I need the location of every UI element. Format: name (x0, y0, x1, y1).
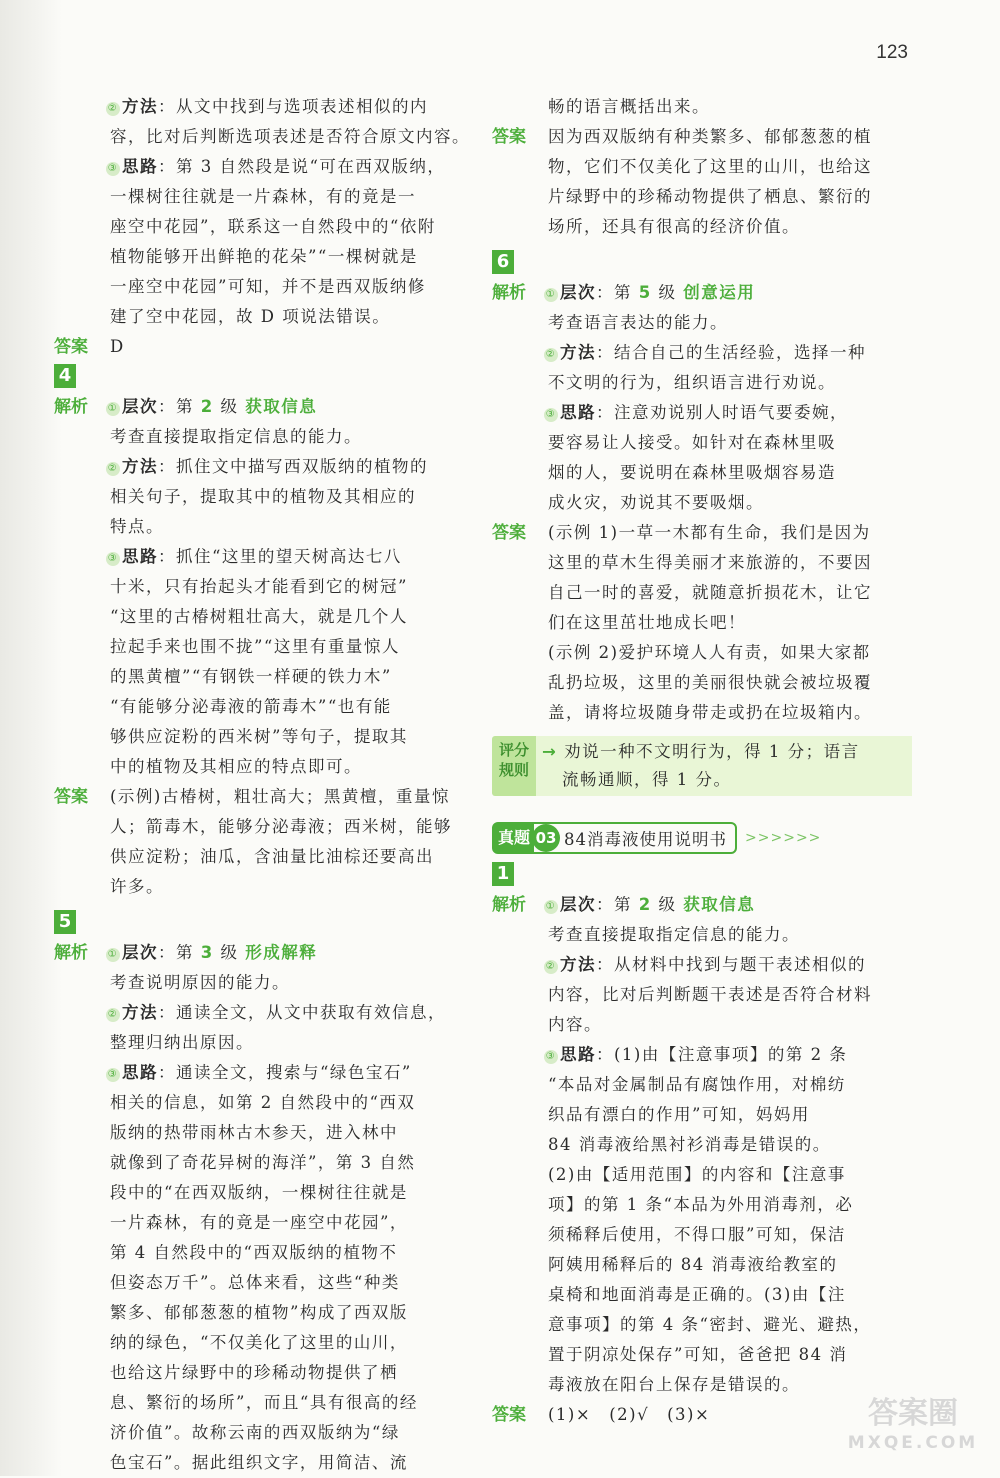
method-heading: 方法 (122, 97, 158, 116)
level-suffix: 级 (213, 943, 246, 962)
t1-analysis (492, 890, 912, 1400)
text-line: 特点。 (110, 517, 164, 536)
text-line: 自己一时的喜爱，就随意折损花木，让它 (548, 583, 872, 602)
text-line: 盖，请将垃圾随身带走或扔在垃圾箱内。 (548, 703, 872, 722)
q6-analysis (492, 278, 912, 518)
text-line: 中的植物及其相应的特点即可。 (110, 757, 362, 776)
text-line: 的黑黄檀”“有钢铁一样硬的铁力木” (110, 667, 392, 686)
arrow-right-icon: → (542, 742, 558, 761)
level-prefix: ：第 (158, 397, 201, 416)
method-heading: 方法 (122, 457, 158, 476)
text-line: 就像到了奇花异树的海洋”，第 3 自然 (110, 1153, 416, 1172)
text-line: 够供应淀粉的西米树”等句子，提取其 (110, 727, 408, 746)
watermark-logo (838, 1396, 988, 1462)
text-line: 要容易让人接受。如针对在森林里吸 (548, 433, 836, 452)
text-line: 繁多、郁郁葱葱的植物”构成了西双版 (110, 1303, 408, 1322)
analysis-label: 解析 (492, 283, 526, 303)
text-line: ：通读全文，搜索与“绿色宝石” (158, 1063, 412, 1082)
banner-title: 84消毒液使用说明书 (564, 830, 728, 849)
text-line: 第 4 自然段中的“西双版纳的植物不 (110, 1243, 398, 1262)
level-suffix: 级 (651, 283, 684, 302)
thinking-heading: 思路 (560, 1045, 596, 1064)
text-line: 须稀释后使用，不得口服”可知，保洁 (548, 1225, 846, 1244)
text-line: 一棵树往往就是一片森林，有的竟是一 (110, 187, 416, 206)
level-name: 获取信息 (245, 397, 318, 416)
level-number: 2 (200, 397, 214, 416)
level-number: 5 (638, 283, 652, 302)
text-line: 物，它们不仅美化了这里的山川，也给这 (548, 157, 872, 176)
analysis-label: 解析 (492, 895, 526, 915)
text-line: “有能够分泌毒液的箭毒木”“也有能 (110, 697, 392, 716)
text-line: 容，比对后判断选项表述是否符合原文内容。 (110, 127, 470, 146)
text-line: 织品有漂白的作用”可知，妈妈用 (548, 1105, 810, 1124)
level-heading: 层次 (560, 283, 596, 302)
text-line: 意事项】的第 4 条“密封、避光、避热， (548, 1315, 872, 1334)
text-line: 这里的草木生得美丽才来旅游的，不要因 (548, 553, 872, 572)
level-heading: 层次 (122, 943, 158, 962)
q5-answer (492, 122, 912, 242)
method-marker-icon: ② (107, 103, 119, 114)
question-number-1: 1 (492, 862, 514, 886)
text-line: ：从文中找到与选项表述相似的内 (158, 97, 428, 116)
text-line: 一座空中花园”可知，并不是西双版纳修 (110, 277, 426, 296)
q4-answer (54, 782, 474, 902)
answer-label: 答案 (54, 337, 88, 357)
level-number: 3 (200, 943, 214, 962)
text-line: 人；箭毒木，能够分泌毒液；西米树，能够 (110, 817, 452, 836)
level-number: 2 (638, 895, 652, 914)
q3-thinking-block (54, 152, 474, 332)
text-line: 不文明的行为，组织语言进行劝说。 (548, 373, 836, 392)
text-line: 座空中花园”，联系这一自然段中的“依附 (110, 217, 436, 236)
q4-analysis (54, 392, 474, 782)
thinking-marker-icon: ③ (107, 163, 119, 174)
thinking-marker-icon: ③ (107, 1069, 119, 1080)
text-line: ：抓住“这里的望天树高达七八 (158, 547, 402, 566)
text-line: 成火灾，劝说其不要吸烟。 (548, 493, 764, 512)
text-line: 们在这里茁壮地成长吧！ (548, 613, 746, 632)
q3-method-block (54, 92, 474, 152)
text-line: ：注意劝说别人时语气要委婉， (596, 403, 848, 422)
text-line: 内容。 (548, 1015, 602, 1034)
analysis-label: 解析 (54, 397, 88, 417)
text-line: ：(1)由【注意事项】的第 2 条 (596, 1045, 848, 1064)
scoring-rubric (492, 736, 912, 796)
q6-answer (492, 518, 912, 728)
text-line: 纳的绿色，“不仅美化了这里的山川， (110, 1333, 408, 1352)
text-line: 一片森林，有的竟是一座空中花园”， (110, 1213, 408, 1232)
text-line: 也给这片绿野中的珍稀动物提供了栖 (110, 1363, 398, 1382)
text-line: 桌椅和地面消毒是正确的。(3)由【注 (548, 1285, 846, 1304)
text-line: 毒液放在阳台上保存是错误的。 (548, 1375, 800, 1394)
question-number-6: 6 (492, 250, 514, 274)
level-suffix: 级 (651, 895, 684, 914)
text-line: 相关的信息，如第 2 自然段中的“西双 (110, 1093, 416, 1112)
text-line: 整理归纳出原因。 (110, 1033, 254, 1052)
level-name: 形成解释 (245, 943, 318, 962)
text-line: ：通读全文，从文中获取有效信息， (158, 1003, 446, 1022)
answer-text: (1)× (2)√ (3)× (548, 1405, 711, 1424)
answer-text: D (110, 337, 125, 356)
text-line: (2)由【适用范围】的内容和【注意事 (548, 1165, 846, 1184)
level-heading: 层次 (560, 895, 596, 914)
text-line: “这里的古椿树粗壮高大，就是几个人 (110, 607, 408, 626)
answer-label: 答案 (492, 127, 526, 147)
text-line: 色宝石”。据此组织文字，用简洁、流 (110, 1453, 408, 1472)
method-heading: 方法 (560, 343, 596, 362)
level-desc: 考查说明原因的能力。 (110, 973, 290, 992)
text-line: 版纳的热带雨林古木参天，进入林中 (110, 1123, 398, 1142)
text-line: ：从材料中找到与题干表述相似的 (596, 955, 866, 974)
level-marker-icon: ① (545, 289, 557, 300)
text-line: 但姿态万千”。总体来看，这些“种类 (110, 1273, 400, 1292)
level-marker-icon: ① (107, 949, 119, 960)
banner-number: 03 (532, 824, 560, 852)
rubric-label: 评分规则 (492, 736, 536, 796)
level-prefix: ：第 (596, 895, 639, 914)
method-marker-icon: ② (107, 1009, 119, 1020)
text-line: 因为西双版纳有种类繁多、郁郁葱葱的植 (548, 127, 872, 146)
text-line: (示例 2)爱护环境人人有责，如果大家都 (548, 643, 871, 662)
text-line: “本品对金属制品有腐蚀作用，对棉纺 (548, 1075, 846, 1094)
text-line: 劝说一种不文明行为，得 1 分；语言 (564, 742, 860, 761)
text-line: 置于阴凉处保存”可知，爸爸把 84 消 (548, 1345, 848, 1364)
text-line: (示例)古椿树，粗壮高大；黑黄檀，重量惊 (110, 787, 450, 806)
q3-answer (54, 332, 474, 362)
question-number-4: 4 (54, 364, 76, 388)
thinking-heading: 思路 (122, 1063, 158, 1082)
level-name: 获取信息 (683, 895, 756, 914)
watermark-url: MXQE.COM (847, 1433, 979, 1453)
text-line: 场所，还具有很高的经济价值。 (548, 217, 800, 236)
answer-label: 答案 (54, 787, 88, 807)
level-name: 创意运用 (683, 283, 756, 302)
page-number: 123 (876, 42, 908, 63)
question-number-5: 5 (54, 910, 76, 934)
text-line: 乱扔垃圾，这里的美丽很快就会被垃圾覆 (548, 673, 872, 692)
text-line: 流畅通顺，得 1 分。 (562, 770, 732, 789)
page-binding-shadow (0, 0, 62, 1476)
text-line: 供应淀粉；油瓜，含油量比油棕还要高出 (110, 847, 434, 866)
text-line: (示例 1)一草一木都有生命，我们是因为 (548, 523, 871, 542)
text-line: 片绿野中的珍稀动物提供了栖息、繁衍的 (548, 187, 872, 206)
right-column (492, 92, 912, 1430)
level-marker-icon: ① (107, 403, 119, 414)
text-line: 植物能够开出鲜艳的花朵”“一棵树就是 (110, 247, 418, 266)
level-desc: 考查直接提取指定信息的能力。 (110, 427, 362, 446)
text-line: 阿姨用稀释后的 84 消毒液给教室的 (548, 1255, 838, 1274)
level-desc: 考查直接提取指定信息的能力。 (548, 925, 800, 944)
text-line: 拉起手来也围不拢”“这里有重量惊人 (110, 637, 400, 656)
thinking-heading: 思路 (560, 403, 596, 422)
answer-label: 答案 (492, 1405, 526, 1425)
level-prefix: ：第 (158, 943, 201, 962)
q5-continued (492, 92, 912, 122)
thinking-marker-icon: ③ (545, 409, 557, 420)
chevrons-icon: >>>>>> (745, 830, 822, 846)
level-marker-icon: ① (545, 901, 557, 912)
text-line: 段中的“在西双版纳，一棵树往往就是 (110, 1183, 408, 1202)
thinking-heading: 思路 (122, 157, 158, 176)
text-line: 息、繁衍的场所”，而且“具有很高的经 (110, 1393, 418, 1412)
text-line: 十米，只有抬起头才能看到它的树冠” (110, 577, 408, 596)
method-marker-icon: ② (545, 961, 557, 972)
analysis-label: 解析 (54, 943, 88, 963)
level-prefix: ：第 (596, 283, 639, 302)
method-heading: 方法 (122, 1003, 158, 1022)
left-column (54, 92, 474, 1478)
text-line: 烟的人，要说明在森林里吸烟容易造 (548, 463, 836, 482)
q5-analysis (54, 938, 474, 1478)
text-line: 畅的语言概括出来。 (548, 97, 710, 116)
method-heading: 方法 (560, 955, 596, 974)
level-heading: 层次 (122, 397, 158, 416)
answer-label: 答案 (492, 523, 526, 543)
text-line: 建了空中花园，故 D 项说法错误。 (110, 307, 391, 326)
thinking-marker-icon: ③ (107, 553, 119, 564)
text-line: 济价值”。故称云南的西双版纳为“绿 (110, 1423, 400, 1442)
method-marker-icon: ② (107, 463, 119, 474)
text-line: 相关句子，提取其中的植物及其相应的 (110, 487, 416, 506)
text-line: ：第 3 自然段是说“可在西双版纳， (158, 157, 446, 176)
thinking-heading: 思路 (122, 547, 158, 566)
text-line: 许多。 (110, 877, 164, 896)
text-line: ：抓住文中描写西双版纳的植物的 (158, 457, 428, 476)
thinking-marker-icon: ③ (545, 1051, 557, 1062)
text-line: ：结合自己的生活经验，选择一种 (596, 343, 866, 362)
level-suffix: 级 (213, 397, 246, 416)
method-marker-icon: ② (545, 349, 557, 360)
text-line: 84 消毒液给黑衬衫消毒是错误的。 (548, 1135, 831, 1154)
banner-label: 真题 (494, 824, 534, 852)
watermark-text: 答案圈 (868, 1396, 958, 1431)
level-desc: 考查语言表达的能力。 (548, 313, 728, 332)
text-line: 内容，比对后判断题干表述是否符合材料 (548, 985, 872, 1004)
section-banner (492, 822, 912, 854)
text-line: 项】的第 1 条“本品为外用消毒剂，必 (548, 1195, 854, 1214)
